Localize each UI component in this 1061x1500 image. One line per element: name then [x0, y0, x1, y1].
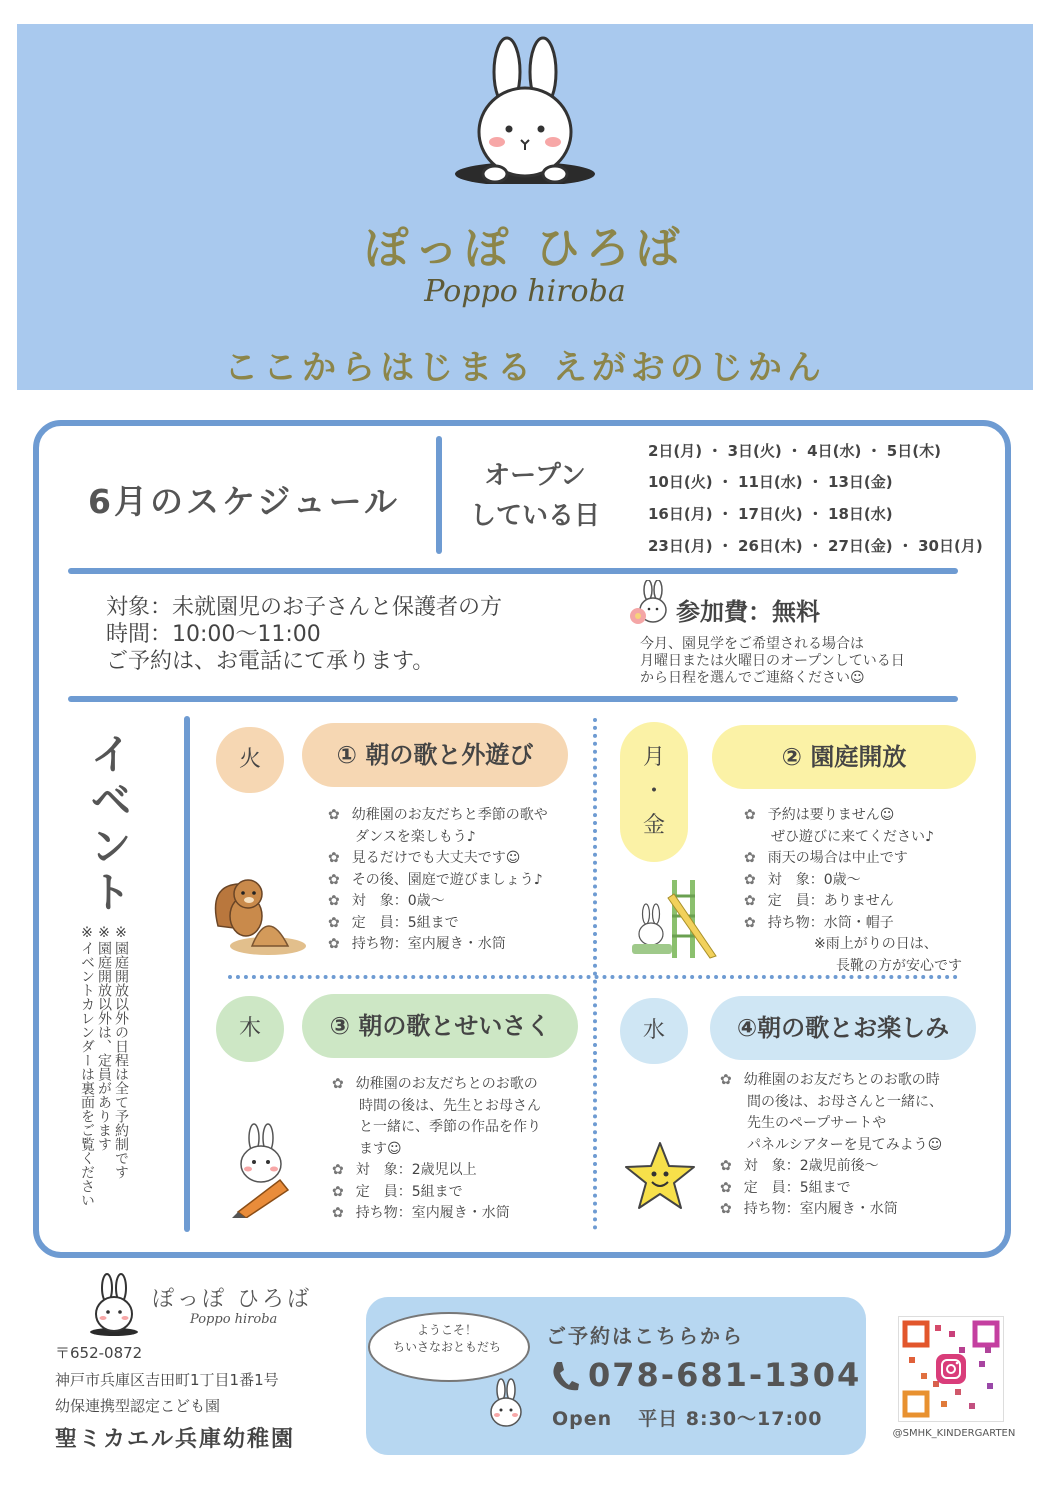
open-label-line: している日	[470, 501, 601, 531]
event3-day: 木	[216, 996, 284, 1062]
side-note: ※イベントカレンダーは裏面をご覧ください	[79, 925, 95, 1207]
event3-item: ✿ 幼稚園のお友だちとのお歌の	[332, 1074, 541, 1096]
instagram-qr-code[interactable]	[898, 1316, 1004, 1422]
footer-name: ぽっぽ ひろば	[152, 1287, 312, 1312]
event1-day: 火	[216, 727, 284, 793]
phone-icon	[550, 1360, 580, 1392]
header-banner	[17, 24, 1033, 390]
event4-details	[720, 1070, 943, 1221]
event1-item: ✿ 見るだけでも大丈夫です☺	[328, 848, 548, 870]
school-name: 聖ミカエル兵庫幼稚園	[55, 1427, 296, 1452]
event4-item-cont: パネルシアターを見てみよう☺	[747, 1136, 943, 1153]
phone-number[interactable]: 078-681-1304	[588, 1356, 862, 1394]
event2-title: ② 園庭開放	[712, 725, 976, 789]
bubble-line: ようこそ！	[416, 1323, 477, 1337]
rabbit-mascot-small-icon	[484, 1378, 528, 1430]
event3-item: ✿ 対 象：2歳児以上	[332, 1160, 541, 1182]
fee-note	[640, 636, 960, 687]
event2-day	[620, 722, 688, 862]
event4-item-cont: 先生のペープサートや	[747, 1115, 887, 1131]
squirrel-icon	[208, 866, 308, 956]
fee-note-line: 月曜日または火曜日のオープンしている日	[640, 653, 905, 669]
tagline: ここからはじまる えがおのじかん	[224, 348, 826, 388]
open-label-line: オープン	[484, 461, 586, 491]
event2-day-mid: ・	[642, 779, 665, 804]
page-title-english: Poppo hiroba	[424, 274, 626, 309]
event1-item: ✿ 持ち物：室内履き・水筒	[328, 934, 548, 956]
side-note: ※園庭開放以外は、定員があります	[96, 925, 112, 1151]
rabbit-mascot-icon	[435, 34, 615, 184]
instagram-icon	[936, 1354, 966, 1384]
target-text: 対象：未就園児のお子さんと保護者の方	[106, 595, 503, 620]
event2-note: 長靴の方が安心です	[836, 957, 962, 974]
fee-note-line: から日程を選んでご連絡ください☺	[640, 670, 865, 686]
event4-item: ✿ 持ち物：室内履き・水筒	[720, 1199, 943, 1221]
event3-item: ✿ 持ち物：室内履き・水筒	[332, 1203, 541, 1225]
event2-day-top: 月	[642, 745, 665, 770]
event2-note: ※雨上がりの日は、	[814, 936, 938, 952]
event2-item: ✿ 予約は要りません☺	[744, 805, 962, 827]
divider	[436, 436, 442, 554]
divider	[68, 696, 958, 702]
event2-item: ✿ 定 員：ありません	[744, 891, 962, 913]
page-title: ぽっぽ ひろば	[364, 223, 686, 274]
reserve-label: ご予約はこちらから	[546, 1324, 744, 1348]
event4-title: ④朝の歌とお楽しみ	[710, 996, 976, 1060]
divider	[68, 568, 958, 574]
events-label: イベント	[84, 732, 133, 916]
open-days-label	[470, 456, 600, 536]
event1-details	[328, 805, 548, 956]
event3-item: ✿ 定 員：5組まで	[332, 1182, 541, 1204]
open-dates-line: 16日(月) ・ 17日(火) ・ 18日(水)	[648, 505, 893, 523]
postal-code: 〒652-0872	[55, 1344, 143, 1362]
bubble-line: ちいさなおともだち	[392, 1340, 501, 1354]
rabbit-flower-icon	[628, 580, 672, 630]
open-dates-line: 10日(火) ・ 11日(水) ・ 13日(金)	[648, 473, 893, 491]
event2-details	[744, 805, 962, 977]
opening-hours	[552, 1404, 823, 1431]
event2-day-bottom: 金	[642, 813, 665, 838]
event2-item: ✿ 持ち物：水筒・帽子	[744, 913, 962, 935]
event3-title: ③ 朝の歌とせいさく	[302, 994, 578, 1058]
event2-item: ✿ 対 象：0歳～	[744, 870, 962, 892]
event3-details	[332, 1074, 541, 1225]
event4-item: ✿ 幼稚園のお友だちとのお歌の時	[720, 1070, 943, 1092]
side-notes	[78, 925, 129, 1255]
footer-name-english: Poppo hiroba	[190, 1312, 278, 1327]
divider	[184, 716, 190, 1232]
event1-item: ✿ その後、園庭で遊びましょう♪	[328, 870, 548, 892]
open-word: Open	[552, 1408, 613, 1430]
rabbit-logo-icon	[86, 1272, 142, 1336]
open-dates-line: 2日(月) ・ 3日(火) ・ 4日(水) ・ 5日(木)	[648, 442, 941, 460]
side-note: ※園庭開放以外の日程は全て予約制です	[113, 925, 129, 1179]
event1-item: ✿ 幼稚園のお友だちと季節の歌や	[328, 805, 548, 827]
event3-item-cont: ます☺	[359, 1140, 402, 1157]
address: 神戸市兵庫区吉田町1丁目1番1号	[55, 1371, 279, 1389]
event1-item: ✿ 定 員：5組まで	[328, 913, 548, 935]
crayon-rabbit-icon	[224, 1122, 296, 1218]
slide-icon	[624, 876, 720, 962]
time-text: 時間：10:00～11:00	[106, 622, 321, 647]
event1-item: ✿ 対 象：0歳～	[328, 891, 548, 913]
event1-item-cont: ダンスを楽しもう♪	[355, 828, 476, 845]
hours-text: 平日 8:30～17:00	[638, 1408, 823, 1430]
event2-item-cont: ぜひ遊びに来てください♪	[771, 828, 934, 845]
certification: 幼保連携型認定こども園	[55, 1397, 221, 1415]
event4-day: 水	[620, 998, 688, 1064]
star-icon	[622, 1140, 698, 1212]
event1-title: ① 朝の歌と外遊び	[302, 723, 568, 787]
open-dates-line: 23日(月) ・ 26日(木) ・ 27日(金) ・ 30日(月)	[648, 537, 983, 555]
event4-item-cont: 間の後は、お母さんと一緒に、	[747, 1093, 943, 1110]
instagram-handle[interactable]: @SMHK_KINDERGARTEN	[892, 1428, 1016, 1439]
dotted-divider	[593, 718, 597, 1230]
schedule-title: 6月のスケジュール	[88, 482, 400, 521]
event4-item: ✿ 定 員：5組まで	[720, 1178, 943, 1200]
event2-item: ✿ 雨天の場合は中止です	[744, 848, 962, 870]
event3-item-cont: と一緒に、季節の作品を作り	[359, 1119, 541, 1135]
info-block	[106, 594, 502, 675]
reservation-text: ご予約は、お電話にて承ります。	[106, 649, 435, 674]
speech-bubble-text	[368, 1322, 526, 1356]
fee-text: 参加費：無料	[676, 598, 820, 626]
event3-item-cont: 時間の後は、先生とお母さん	[359, 1097, 541, 1114]
event4-item: ✿ 対 象：2歳児前後～	[720, 1156, 943, 1178]
fee-note-line: 今月、園見学をご希望される場合は	[640, 636, 864, 652]
